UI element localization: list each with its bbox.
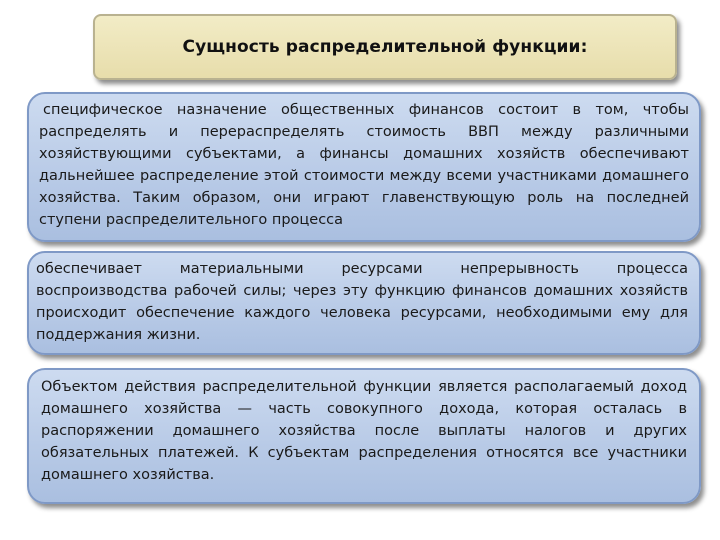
panel-text: Объектом действия распределительной функции является располагаемый доход домашнего хозяйства — часть совокупного дохода, которая осталась в распоряжении домашнего хозяйства после выплаты налогов и других обязательных платежей. К субъектам распределения относятся все участники домашнего хозяйства. [41, 379, 687, 483]
content-panel-specific-purpose [27, 92, 701, 242]
panel-text: специфическое назначение общественных финансов состоит в том, чтобы распределять и перераспределять стоимость ВВП между различными хозяйствующими субъектами, а финансы домашних хозяйств обеспечивают дальнейшее распределение этой стоимости между всеми участниками домашнего хозяйства. Таким образом, они играют главенствующую роль на последней ступени распределительного процесса [39, 102, 689, 228]
title-box [93, 14, 677, 80]
content-panel-resources [27, 251, 701, 355]
panel-text: обеспечивает материальными ресурсами непрерывность процесса воспроизводства рабочей силы; через эту функцию финансов домашних хозяйств происходит обеспечение каждого человека ресурсами, необходимыми ему для поддержания жизни. [36, 261, 688, 343]
content-panel-object-of-action [27, 368, 701, 504]
slide-title: Сущность распределительной функции: [182, 37, 588, 57]
